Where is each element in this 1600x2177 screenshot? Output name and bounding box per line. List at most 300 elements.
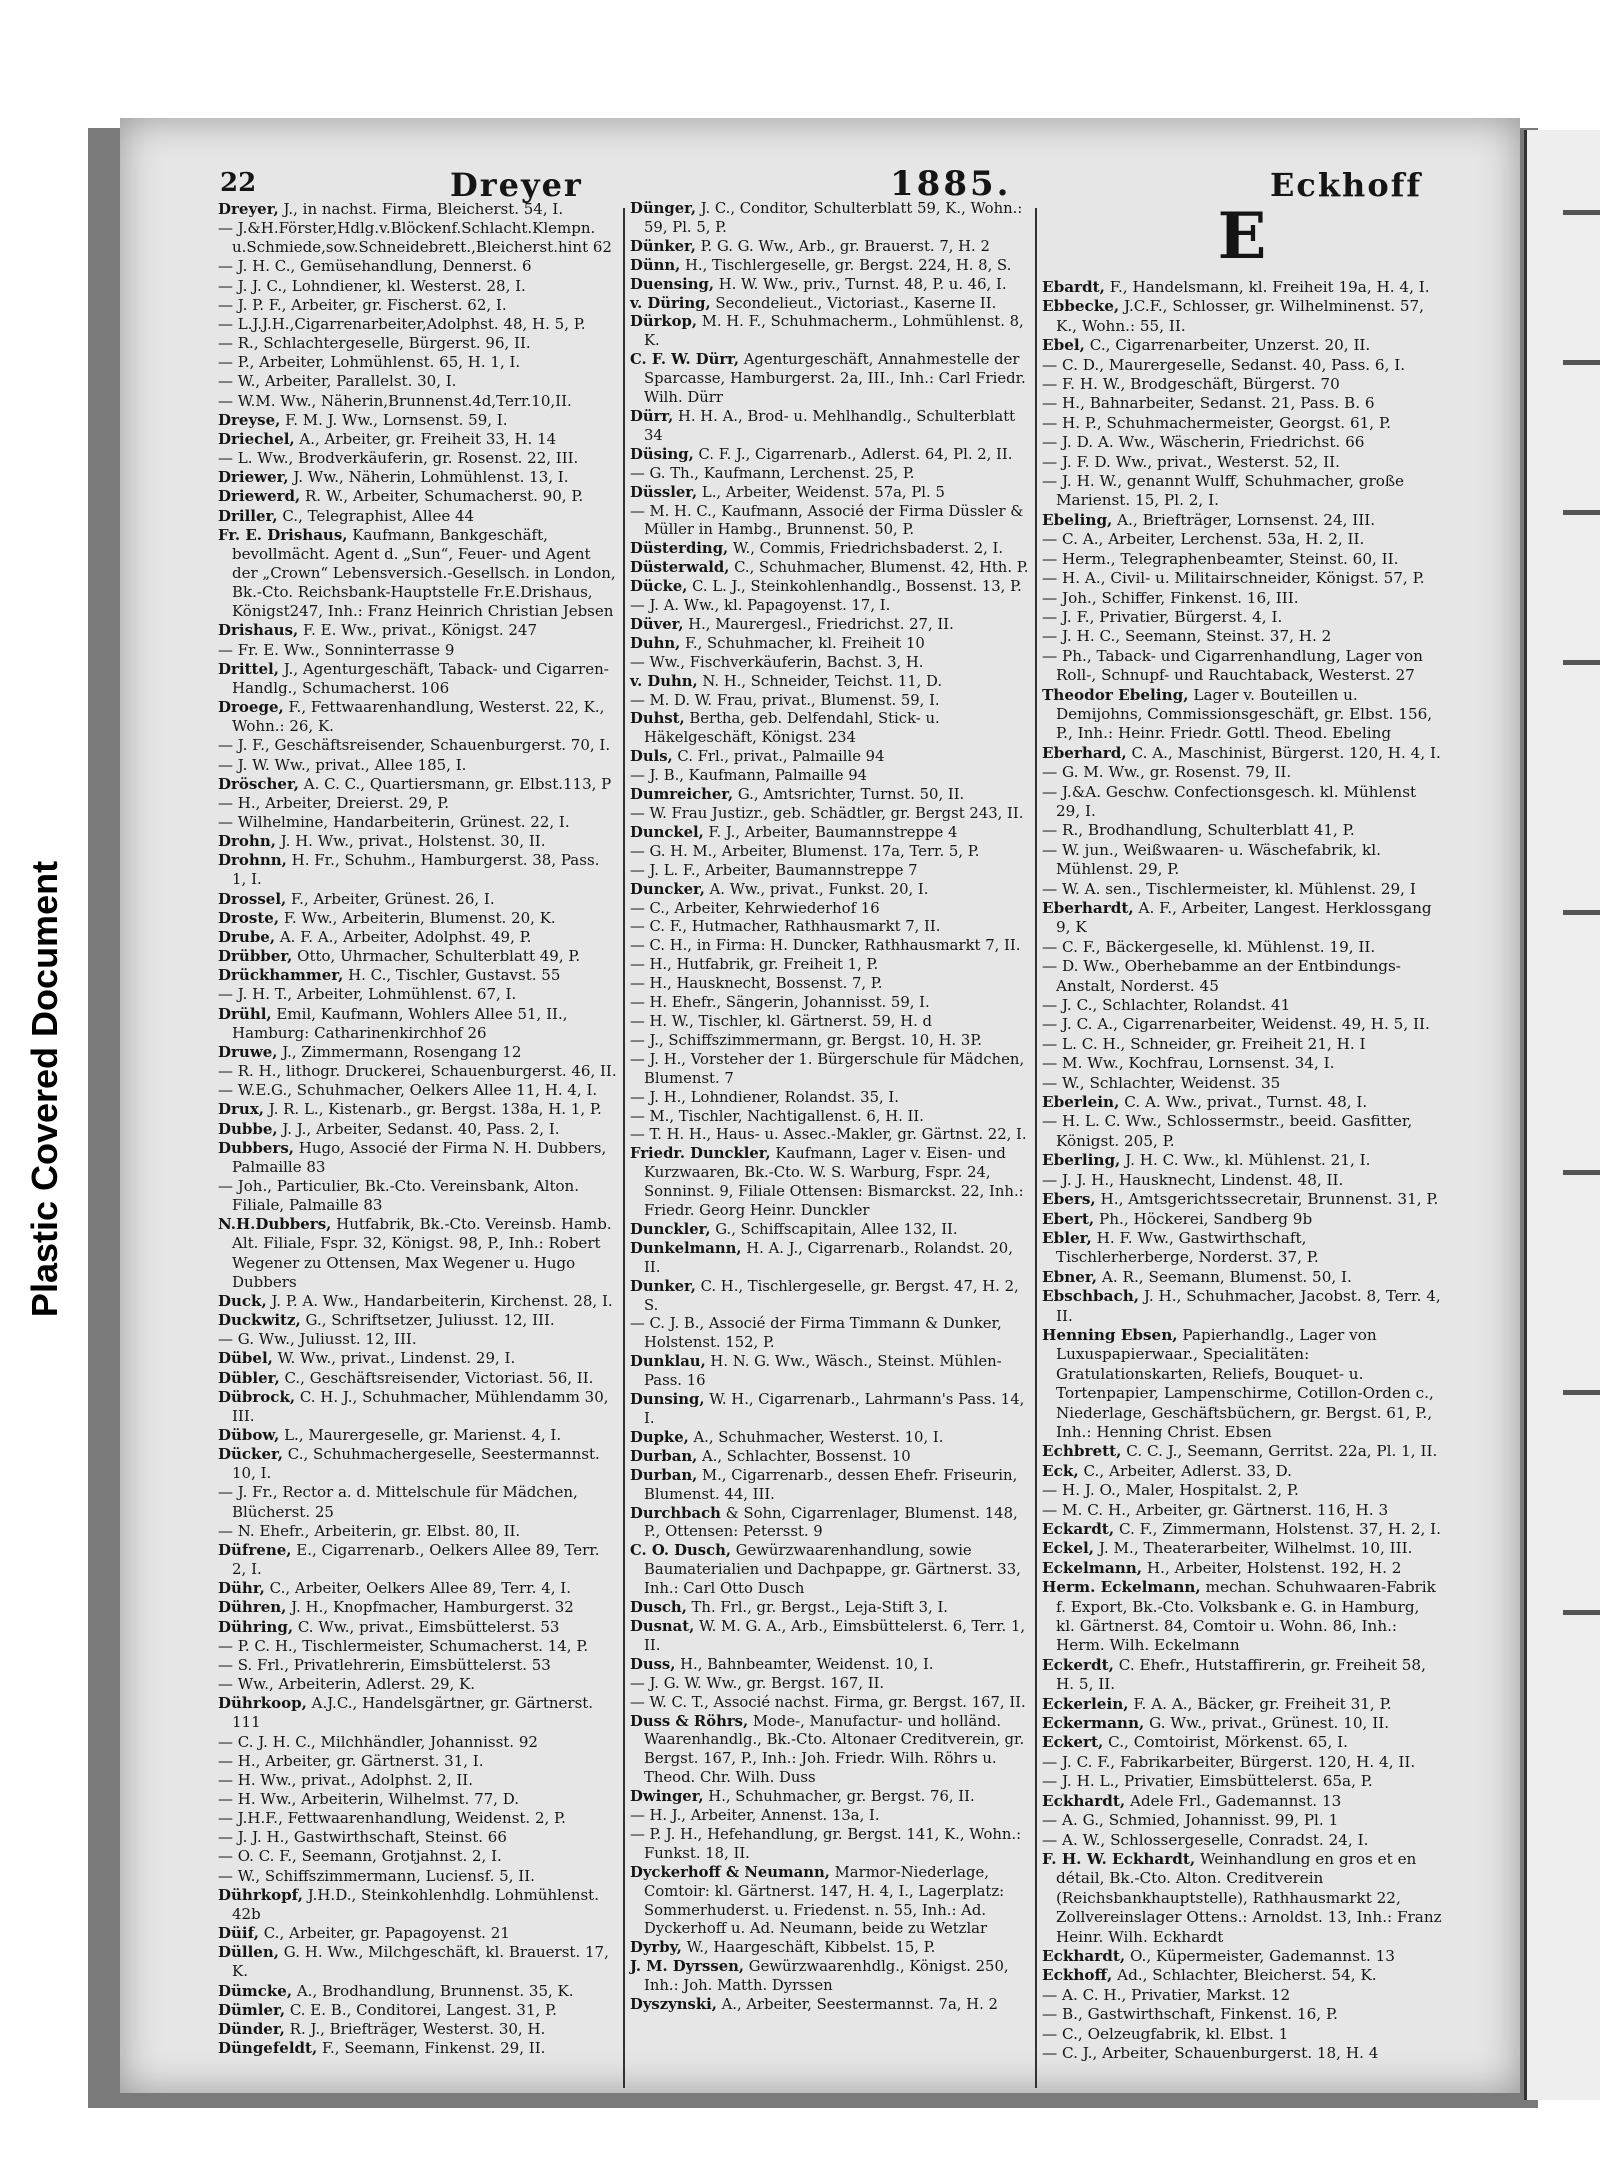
directory-entry bbox=[218, 1847, 618, 1866]
directory-entry bbox=[1042, 1210, 1442, 1229]
entry-name: Eckert, bbox=[1042, 1733, 1104, 1752]
overlay-label-text: Plastic Covered Document bbox=[24, 860, 66, 1317]
entry-text: Th. Frl., gr. Bergst., Leja-Stift 3, I. bbox=[686, 1599, 948, 1617]
directory-entry bbox=[218, 621, 618, 640]
entry-text: — T. H. H., Haus- u. Assec.-Makler, gr. Gärtnst. 22, I. bbox=[630, 1126, 1027, 1144]
directory-entry bbox=[218, 1100, 618, 1119]
entry-text: A.J.C., Handelsgärtner, gr. Gärtnerst. 111 bbox=[232, 1694, 594, 1732]
entry-text: C. L. J., Steinkohlenhandlg., Bossenst. 13, P. bbox=[687, 578, 1022, 596]
entry-text: — J. J. H., Hausknecht, Lindenst. 48, II. bbox=[1042, 1170, 1344, 1189]
entry-text: C., Schuhmacher, Blumenst. 42, Hth. P. bbox=[729, 559, 1029, 577]
directory-entry bbox=[218, 1349, 618, 1368]
directory-entry bbox=[630, 1996, 1030, 2015]
entry-text: — J. H. C., Seemann, Steinst. 37, H. 2 bbox=[1042, 627, 1332, 646]
entry-name: Driewerd, bbox=[218, 487, 301, 506]
entry-text: C. Ehefr., Hutstaffirerin, gr. Freiheit 58, H. 5, II. bbox=[1056, 1655, 1426, 1694]
directory-entry bbox=[630, 1713, 1030, 1789]
entry-name: Düssler, bbox=[630, 483, 698, 501]
directory-entry bbox=[1042, 1966, 1442, 1985]
directory-entry bbox=[630, 295, 1030, 314]
directory-entry bbox=[630, 1599, 1030, 1618]
directory-entry bbox=[218, 487, 618, 506]
directory-entry bbox=[218, 1120, 618, 1139]
entry-name: Dübler, bbox=[218, 1368, 280, 1387]
entry-text: Marmor-Niederlage, Comtoir: kl. Gärtnerst. 147, H. 4, I., Lagerplatz: Sommerhuderst. u. Friedenst. n. 55, Inh.: Ad. Dyckerhoff u. Ad. Neumann, beide zu Wetzlar bbox=[644, 1863, 1005, 1938]
entry-text: Kaufmann, Bankgeschäft, bevollmächt. Agent d. „Sun“, Feuer- und Agent der „Crown“ Lebensversich.-Gesellsch. in London, Bk.-Cto. Reichsbank-Hauptstelle Fr.E.Drishaus, Königst247, Inh.: Franz Heinrich Christian Jebsen bbox=[232, 525, 616, 621]
entry-name: Dücke, bbox=[630, 578, 688, 596]
entry-text: — Ph., Taback- und Cigarrenhandlung, Lager von Roll-, Schnupf- und Rauchtaback, Westerst. 27 bbox=[1042, 646, 1423, 685]
entry-name: Duls, bbox=[630, 748, 673, 766]
directory-entry bbox=[630, 540, 1030, 559]
entry-text: — W. jun., Weißwaaren- u. Wäschefabrik, kl. Mühlenst. 29, P. bbox=[1042, 840, 1381, 879]
entry-name: Ebert, bbox=[1042, 1209, 1095, 1228]
page-year: 1885. bbox=[890, 164, 1012, 204]
entry-text: A. Ww., privat., Funkst. 20, I. bbox=[704, 880, 929, 898]
directory-entry bbox=[218, 1369, 618, 1388]
entry-name: Henning Ebsen, bbox=[1042, 1325, 1178, 1344]
entry-text: A., Briefträger, Lornsenst. 24, III. bbox=[1112, 510, 1376, 529]
entry-name: Dyrby, bbox=[630, 1939, 682, 1957]
column-left bbox=[218, 200, 618, 2058]
entry-name: Droste, bbox=[218, 908, 280, 927]
entry-text: C., Cigarrenarbeiter, Unzerst. 20, II. bbox=[1084, 336, 1371, 355]
directory-entry bbox=[630, 465, 1030, 484]
directory-entry bbox=[1042, 686, 1442, 744]
directory-entry bbox=[218, 909, 618, 928]
entry-text: J. H. C. Ww., kl. Mühlenst. 21, I. bbox=[1120, 1151, 1371, 1170]
directory-entry bbox=[630, 956, 1030, 975]
entry-text: E., Cigarrenarb., Oelkers Allee 89, Terr. 2, I. bbox=[232, 1540, 600, 1579]
entry-text: — H. W., Tischler, kl. Gärtnerst. 59, H. d bbox=[630, 1012, 932, 1030]
entry-text: J.C.F., Schlosser, gr. Wilhelminenst. 57, K., Wohn.: 55, II. bbox=[1056, 297, 1425, 335]
directory-entry bbox=[1042, 1015, 1442, 1034]
entry-name: F. H. W. Eckhardt, bbox=[1042, 1849, 1196, 1868]
directory-entry bbox=[1042, 2025, 1442, 2044]
directory-entry bbox=[1042, 1093, 1442, 1112]
entry-text: L., Maurergeselle, gr. Marienst. 4, I. bbox=[279, 1426, 562, 1444]
entry-text: J. R. L., Kistenarb., gr. Bergst. 138a, H. 1, P. bbox=[263, 1100, 602, 1119]
entry-text: — H., Arbeiter, Dreierst. 29, P. bbox=[218, 793, 450, 812]
entry-text: — P., Arbeiter, Lohmühlenst. 65, H. 1, I. bbox=[218, 353, 521, 372]
entry-name: Dumreicher, bbox=[630, 786, 734, 804]
directory-entry bbox=[630, 654, 1030, 673]
entry-text: Secondelieut., Victoriast., Kaserne II. bbox=[710, 294, 997, 312]
entry-text: H. Fr., Schuhm., Hamburgerst. 38, Pass. 1, I. bbox=[232, 851, 600, 889]
directory-entry bbox=[630, 1958, 1030, 1996]
right-keyword: Eckhoff bbox=[1270, 166, 1423, 204]
entry-name: Ebel, bbox=[1042, 336, 1085, 355]
entry-text: C. C. J., Seemann, Gerritst. 22a, Pl. 1, II. bbox=[1121, 1442, 1438, 1461]
directory-entry bbox=[1042, 608, 1442, 627]
entry-name: Dübrock, bbox=[218, 1387, 296, 1406]
directory-entry bbox=[218, 775, 618, 794]
directory-entry bbox=[218, 1005, 618, 1043]
entry-name: Duensing, bbox=[630, 275, 714, 293]
entry-text: J., Agenturgeschäft, Taback- und Cigarren-Handlg., Schumacherst. 106 bbox=[232, 659, 609, 697]
entry-name: Düfrene, bbox=[218, 1540, 292, 1559]
directory-entry bbox=[630, 200, 1030, 238]
entry-text: F. J., Arbeiter, Baumannstreppe 4 bbox=[703, 823, 958, 841]
directory-entry bbox=[218, 507, 618, 526]
entry-name: Dunkelmann, bbox=[630, 1239, 742, 1257]
directory-entry bbox=[1042, 569, 1442, 588]
directory-entry bbox=[218, 1292, 618, 1311]
entry-name: Düngefeldt, bbox=[218, 2039, 318, 2057]
entry-name: Dührkopf, bbox=[218, 1885, 303, 1904]
entry-text: H. C., Tischler, Gustavst. 55 bbox=[343, 966, 561, 985]
entry-text: J. H., Schuhmacher, Jacobst. 8, Terr. 4, II. bbox=[1056, 1287, 1441, 1325]
column-rule bbox=[623, 208, 625, 2088]
directory-entry bbox=[1042, 414, 1442, 433]
directory-entry bbox=[630, 1108, 1030, 1127]
directory-entry bbox=[630, 351, 1030, 408]
entry-text: C. F. J., Cigarrenarb., Adlerst. 64, Pl. 2, II. bbox=[693, 445, 1013, 463]
entry-name: Theodor Ebeling, bbox=[1042, 685, 1189, 704]
entry-text: — J. Fr., Rector a. d. Mittelschule für Mädchen, Blücherst. 25 bbox=[218, 1483, 578, 1521]
entry-text: — Joh., Particulier, Bk.-Cto. Vereinsbank, Alton. Filiale, Palmaille 83 bbox=[218, 1176, 579, 1215]
entry-text: — C. J., Arbeiter, Schauenburgerst. 18, H. 4 bbox=[1042, 2043, 1379, 2062]
directory-entry bbox=[630, 1013, 1030, 1032]
entry-text: W., Commis, Friedrichsbaderst. 2, I. bbox=[728, 540, 1004, 558]
entry-text: Otto, Uhrmacher, Schulterblatt 49, P. bbox=[292, 947, 581, 966]
directory-entry bbox=[630, 1221, 1030, 1240]
entry-text: H., Maurergesl., Friedrichst. 27, II. bbox=[683, 615, 954, 633]
entry-name: Dümler, bbox=[218, 2000, 286, 2019]
entry-text: G., Amtsrichter, Turnst. 50, II. bbox=[733, 786, 965, 804]
entry-text: Hutfabrik, Bk.-Cto. Vereinsb. Hamb. Alt. Filiale, Fspr. 32, Königst. 98, P., Inh.: Robert Wegener zu Ottensen, Max Wegener u. Hugo Dubbers bbox=[232, 1215, 612, 1291]
directory-entry bbox=[630, 1467, 1030, 1505]
entry-name: Ebeling, bbox=[1042, 510, 1113, 529]
directory-entry bbox=[1042, 1287, 1442, 1326]
entry-text: & Sohn, Cigarrenlager, Blumenst. 148, P., Ottensen: Petersst. 9 bbox=[644, 1504, 1018, 1541]
entry-name: C. O. Dusch, bbox=[630, 1542, 731, 1560]
directory-entry bbox=[1042, 1753, 1442, 1772]
directory-entry bbox=[218, 430, 618, 449]
entry-text: — W. C. T., Associé nachst. Firma, gr. Bergst. 167, II. bbox=[630, 1693, 1026, 1711]
directory-entry bbox=[1042, 336, 1442, 355]
directory-entry bbox=[218, 1733, 618, 1752]
entry-text: — W.M. Ww., Näherin,Brunnenst.4d,Terr.10,II. bbox=[218, 391, 572, 410]
entry-text: — D. Ww., Oberhebamme an der Entbindungs-Anstalt, Norderst. 45 bbox=[1042, 957, 1401, 995]
entry-text: Papierhandlg., Lager von Luxuspapierwaar., Specialitäten: Gratulationskarten, Reliefs, Bouquet- u. Tortenpapier, Lampenschirme, Cotillon-Orden c., Niederlage, Geschäftsbüchern, gr. Bergst. 61, P., Inh.: Henning Christ. Ebsen bbox=[1056, 1325, 1434, 1441]
entry-text: R. W., Arbeiter, Schumacherst. 90, P. bbox=[300, 487, 584, 506]
directory-entry bbox=[218, 966, 618, 985]
directory-entry bbox=[630, 257, 1030, 276]
directory-entry bbox=[1042, 627, 1442, 646]
entry-name: Düsing, bbox=[630, 445, 694, 463]
entry-text: — J. J. C., Lohndiener, kl. Westerst. 28, I. bbox=[218, 276, 526, 295]
entry-text: — M. Ww., Kochfrau, Lornsenst. 34, I. bbox=[1042, 1054, 1335, 1073]
entry-name: Düsterding, bbox=[630, 540, 729, 558]
entry-name: Driechel, bbox=[218, 429, 295, 448]
entry-text: A., Schlachter, Bossenst. 10 bbox=[697, 1447, 911, 1465]
directory-entry bbox=[630, 1448, 1030, 1467]
entry-text: — N. Ehefr., Arbeiterin, gr. Elbst. 80, II. bbox=[218, 1521, 521, 1540]
entry-text: C., Schuhmachergeselle, Seestermannst. 10, I. bbox=[232, 1445, 600, 1483]
entry-name: Dunsing, bbox=[630, 1391, 705, 1409]
entry-name: Duck, bbox=[218, 1291, 267, 1310]
entry-text: J. Ww., Näherin, Lohmühlenst. 13, I. bbox=[288, 468, 569, 487]
directory-entry bbox=[218, 698, 618, 736]
directory-entry bbox=[218, 890, 618, 909]
directory-entry bbox=[218, 1483, 618, 1521]
directory-entry bbox=[1042, 1151, 1442, 1170]
entry-name: Drühl, bbox=[218, 1004, 272, 1023]
entry-text: — B., Gastwirthschaft, Finkenst. 16, P. bbox=[1042, 2005, 1338, 2024]
entry-name: Dühren, bbox=[218, 1598, 287, 1617]
entry-text: — J. F., Geschäftsreisender, Schauenburgerst. 70, I. bbox=[218, 736, 611, 755]
directory-entry bbox=[218, 277, 618, 296]
entry-name: Dyckerhoff & Neumann, bbox=[630, 1863, 830, 1881]
entry-text: — J.&H.Förster,Hdlg.v.Blöckenf.Schlacht.Klempn. u.Schmiede,sow.Schneidebrett.,Bleicherst.hint 62 bbox=[218, 219, 612, 257]
entry-text: J. M., Theaterarbeiter, Wilhelmst. 10, III. bbox=[1094, 1539, 1413, 1558]
entry-text: — L. C. H., Schneider, gr. Freiheit 21, H. I bbox=[1042, 1034, 1366, 1053]
entry-name: Dühring, bbox=[218, 1617, 294, 1636]
entry-text: A., Arbeiter, Seestermannst. 7a, H. 2 bbox=[716, 1996, 998, 2014]
entry-text: C., Telegraphist, Allee 44 bbox=[277, 506, 475, 525]
entry-text: — C., Oelzeugfabrik, kl. Elbst. 1 bbox=[1042, 2024, 1289, 2043]
entry-name: Drohnn, bbox=[218, 851, 287, 870]
entry-name: Dünder, bbox=[218, 2019, 285, 2038]
entry-text: — Wilhelmine, Handarbeiterin, Grünest. 22, I. bbox=[218, 813, 570, 831]
directory-entry bbox=[630, 1675, 1030, 1694]
entry-text: — C. F., Hutmacher, Rathhausmarkt 7, II. bbox=[630, 918, 941, 936]
entry-text: F., Handelsmann, kl. Freiheit 19a, H. 4, I. bbox=[1104, 278, 1430, 296]
directory-entry bbox=[630, 597, 1030, 616]
entry-name: Eckel, bbox=[1042, 1539, 1095, 1558]
directory-entry bbox=[1042, 2005, 1442, 2024]
entry-text: — H. Ehefr., Sängerin, Johannisst. 59, I. bbox=[630, 994, 930, 1012]
directory-entry bbox=[630, 1807, 1030, 1826]
entry-text: J. H., Knopfmacher, Hamburgerst. 32 bbox=[286, 1598, 574, 1617]
directory-entry bbox=[218, 392, 618, 411]
directory-entry bbox=[630, 238, 1030, 257]
directory-entry bbox=[1042, 1559, 1442, 1578]
entry-text: — J. W. Ww., privat., Allee 185, I. bbox=[218, 755, 467, 774]
entry-text: — J. H. W., genannt Wulff, Schuhmacher, große Marienst. 15, Pl. 2, I. bbox=[1042, 472, 1404, 510]
entry-text: C. Frl., privat., Palmaille 94 bbox=[672, 748, 885, 766]
entry-text: — W. A. sen., Tischlermeister, kl. Mühlenst. 29, I bbox=[1042, 879, 1416, 898]
entry-text: — J. C. A., Cigarrenarbeiter, Weidenst. 49, H. 5, II. bbox=[1042, 1015, 1430, 1034]
entry-name: Duhst, bbox=[630, 710, 685, 728]
entry-name: v. Düring, bbox=[630, 294, 711, 312]
directory-entry bbox=[218, 1598, 618, 1617]
entry-name: Dürkop, bbox=[630, 313, 698, 331]
entry-text: C., Arbeiter, Oelkers Allee 89, Terr. 4, I. bbox=[264, 1579, 571, 1598]
directory-entry bbox=[218, 468, 618, 487]
directory-entry bbox=[1042, 1850, 1442, 1947]
directory-entry bbox=[1042, 938, 1442, 957]
directory-entry bbox=[1042, 1112, 1442, 1151]
entry-text: L., Arbeiter, Weidenst. 57a, Pl. 5 bbox=[697, 483, 945, 501]
entry-text: H. A. J., Cigarrenarb., Rolandst. 20, II. bbox=[644, 1239, 1013, 1276]
entry-name: Droege, bbox=[218, 698, 284, 717]
entry-text: — A. C. H., Privatier, Markst. 12 bbox=[1042, 1985, 1291, 2004]
directory-entry bbox=[218, 257, 618, 276]
directory-entry bbox=[1042, 550, 1442, 569]
entry-name: Dröscher, bbox=[218, 774, 299, 793]
directory-entry bbox=[1042, 356, 1442, 375]
entry-text: — W.E.G., Schuhmacher, Oelkers Allee 11, H. 4, I. bbox=[218, 1081, 598, 1100]
directory-entry bbox=[630, 1391, 1030, 1429]
edge-mark bbox=[1563, 1170, 1600, 1175]
directory-entry bbox=[218, 813, 618, 832]
entry-name: Düllen, bbox=[218, 1943, 279, 1962]
entry-text: F., Seemann, Finkenst. 29, II. bbox=[317, 2039, 546, 2057]
entry-text: — F. H. W., Brodgeschäft, Bürgerst. 70 bbox=[1042, 375, 1340, 394]
directory-entry bbox=[218, 1790, 618, 1809]
directory-entry bbox=[218, 1982, 618, 2001]
directory-entry bbox=[218, 1886, 618, 1924]
directory-entry bbox=[218, 1828, 618, 1847]
directory-entry bbox=[630, 862, 1030, 881]
entry-text: C. H., Tischlergeselle, gr. Bergst. 47, H. 2, S. bbox=[644, 1277, 1019, 1314]
directory-entry bbox=[218, 1426, 618, 1445]
entry-name: Duss & Röhrs, bbox=[630, 1712, 749, 1730]
entry-text: C., Geschäftsreisender, Victoriast. 56, II. bbox=[279, 1368, 594, 1387]
entry-text: — W. Frau Justizr., geb. Schädtler, gr. Bergst 243, II. bbox=[630, 805, 1024, 822]
entry-text: — H. Ww., privat., Adolphst. 2, II. bbox=[218, 1770, 473, 1789]
directory-entry bbox=[1042, 589, 1442, 608]
entry-text: Kaufmann, Lager v. Eisen- und Kurzwaaren, Bk.-Cto. W. S. Warburg, Fspr. 24, Sonninst. 9, Filiale Ottensen: Bismarckst. 22, Inh.: Friedr. Georg Heinr. Dunckler bbox=[644, 1145, 1024, 1220]
entry-name: Dreyse, bbox=[218, 410, 281, 429]
entry-text: H. F. Ww., Gastwirthschaft, Tischlerherberge, Norderst. 37, P. bbox=[1056, 1228, 1319, 1267]
entry-text: F., Fettwaarenhandlung, Westerst. 22, K., Wohn.: 26, K. bbox=[232, 698, 605, 736]
entry-text: N. H., Schneider, Teichst. 11, D. bbox=[697, 672, 943, 690]
entry-text: — A. G., Schmied, Johannisst. 99, Pl. 1 bbox=[1042, 1811, 1339, 1830]
entry-name: Dusch, bbox=[630, 1599, 687, 1617]
entry-text: — J. L. F., Arbeiter, Baumannstreppe 7 bbox=[630, 861, 918, 879]
directory-entry bbox=[218, 1445, 618, 1483]
entry-text: W. Ww., privat., Lindenst. 29, I. bbox=[272, 1349, 516, 1368]
entry-name: Dupke, bbox=[630, 1428, 689, 1446]
directory-entry bbox=[630, 824, 1030, 843]
edge-mark bbox=[1563, 1610, 1600, 1615]
directory-entry bbox=[630, 975, 1030, 994]
directory-entry bbox=[630, 767, 1030, 786]
entry-text: — G. H. M., Arbeiter, Blumenst. 17a, Terr. 5, P. bbox=[630, 842, 980, 860]
directory-entry bbox=[1042, 297, 1442, 336]
next-page-edge bbox=[1524, 130, 1600, 2100]
directory-entry bbox=[1042, 1054, 1442, 1073]
entry-text: Adele Frl., Gademannst. 13 bbox=[1125, 1791, 1342, 1810]
entry-text: — J. G. W. Ww., gr. Bergst. 167, II. bbox=[630, 1674, 885, 1692]
directory-entry bbox=[630, 1051, 1030, 1089]
entry-name: Driller, bbox=[218, 506, 278, 525]
entry-text: — J. A. Ww., kl. Papagoyenst. 17, I. bbox=[630, 597, 891, 615]
entry-name: Duckwitz, bbox=[218, 1311, 301, 1330]
directory-entry bbox=[218, 219, 618, 257]
entry-text: J. C., Conditor, Schulterblatt 59, K., Wohn.: 59, Pl. 5, P. bbox=[644, 200, 1023, 236]
directory-entry bbox=[1042, 841, 1442, 880]
entry-name: C. F. W. Dürr, bbox=[630, 351, 740, 369]
directory-entry bbox=[218, 353, 618, 372]
entry-name: Düsterwald, bbox=[630, 559, 730, 577]
entry-name: Driewer, bbox=[218, 468, 289, 487]
directory-entry bbox=[1042, 899, 1442, 938]
directory-entry bbox=[630, 1429, 1030, 1448]
directory-entry bbox=[630, 673, 1030, 692]
entry-name: Dunckel, bbox=[630, 823, 704, 841]
directory-entry bbox=[630, 1939, 1030, 1958]
entry-text: A. F. A., Arbeiter, Adolphst. 49, P. bbox=[275, 927, 532, 946]
directory-entry bbox=[218, 832, 618, 851]
directory-entry bbox=[218, 334, 618, 353]
directory-entry bbox=[218, 200, 618, 219]
directory-entry bbox=[630, 446, 1030, 465]
entry-text: — J. J. H., Gastwirthschaft, Steinst. 66 bbox=[218, 1828, 507, 1847]
directory-entry bbox=[1042, 394, 1442, 413]
entry-name: Drückhammer, bbox=[218, 966, 344, 985]
entry-name: Eckerlein, bbox=[1042, 1694, 1129, 1713]
entry-name: Dübel, bbox=[218, 1349, 273, 1368]
entry-text: — G. M. Ww., gr. Rosenst. 79, II. bbox=[1042, 763, 1292, 782]
entry-text: — J. F. D. Ww., privat., Westerst. 52, II. bbox=[1042, 452, 1340, 471]
entry-text: C., Comtoirist, Mörkenst. 65, I. bbox=[1103, 1733, 1348, 1752]
overlay-label bbox=[0, 0, 90, 2177]
entry-text: Ad., Schlachter, Bleicherst. 54, K. bbox=[1112, 1966, 1377, 1985]
directory-page bbox=[120, 118, 1520, 2093]
directory-entry bbox=[630, 1694, 1030, 1713]
entry-text: — S. Frl., Privatlehrerin, Eimsbüttelerst. 53 bbox=[218, 1655, 551, 1674]
entry-text: H., Bahnbeamter, Weidenst. 10, I. bbox=[675, 1655, 934, 1673]
entry-text: C. H. J., Schuhmacher, Mühlendamm 30, III. bbox=[232, 1387, 609, 1425]
directory-entry bbox=[630, 503, 1030, 541]
column-middle bbox=[630, 200, 1030, 2015]
entry-name: Eberhard, bbox=[1042, 743, 1127, 762]
entry-name: Eckelmann, bbox=[1042, 1558, 1143, 1577]
entry-name: Drishaus, bbox=[218, 621, 299, 640]
directory-entry bbox=[218, 1637, 618, 1656]
entry-text: H. W. Ww., priv., Turnst. 48, P. u. 46, I. bbox=[713, 275, 1007, 293]
directory-entry bbox=[218, 1618, 618, 1637]
directory-entry bbox=[1042, 1171, 1442, 1190]
directory-entry bbox=[218, 851, 618, 889]
entry-text: — H., Bahnarbeiter, Sedanst. 21, Pass. B. 6 bbox=[1042, 394, 1375, 413]
directory-entry bbox=[1042, 1442, 1442, 1461]
left-keyword: Dreyer bbox=[450, 166, 583, 204]
entry-text: — J. H. T., Arbeiter, Lohmühlenst. 67, I. bbox=[218, 985, 517, 1004]
entry-text: Agenturgeschäft, Annahmestelle der Sparcasse, Hamburgerst. 2a, III., Inh.: Carl Friedr. Wilh. Dürr bbox=[644, 351, 1026, 407]
entry-text: — C. J. H. C., Milchhändler, Johannisst. 92 bbox=[218, 1732, 538, 1751]
entry-text: — M., Tischler, Nachtigallenst. 6, H. II. bbox=[630, 1107, 924, 1125]
entry-name: v. Duhn, bbox=[630, 672, 698, 690]
entry-name: Dwinger, bbox=[630, 1788, 704, 1806]
entry-text: C. A. Ww., privat., Turnst. 48, I. bbox=[1119, 1093, 1368, 1112]
directory-entry bbox=[218, 1215, 618, 1292]
entry-name: Drux, bbox=[218, 1100, 264, 1119]
entry-name: Eckhoff, bbox=[1042, 1966, 1113, 1985]
entry-text: — J. H. C., Gemüsehandlung, Dennerst. 6 bbox=[218, 257, 532, 276]
directory-entry bbox=[630, 1089, 1030, 1108]
directory-entry bbox=[630, 710, 1030, 748]
entry-name: Durban, bbox=[630, 1466, 698, 1484]
entry-text: — P. C. H., Tischlermeister, Schumacherst. 14, P. bbox=[218, 1636, 589, 1655]
entry-text: C., Arbeiter, gr. Papagoyenst. 21 bbox=[258, 1924, 510, 1943]
entry-name: Düver, bbox=[630, 615, 684, 633]
directory-entry bbox=[218, 2001, 618, 2020]
entry-text: P. G. G. Ww., Arb., gr. Brauerst. 7, H. 2 bbox=[695, 237, 990, 255]
column-rule bbox=[1035, 208, 1037, 2088]
directory-entry bbox=[218, 1330, 618, 1349]
directory-entry bbox=[1042, 1947, 1442, 1966]
directory-entry bbox=[1042, 1695, 1442, 1714]
directory-entry bbox=[1042, 1326, 1442, 1442]
entry-name: Drohn, bbox=[218, 832, 276, 851]
directory-entry bbox=[218, 641, 618, 660]
directory-entry bbox=[218, 315, 618, 334]
entry-text: J., Zimmermann, Rosengang 12 bbox=[277, 1042, 522, 1061]
